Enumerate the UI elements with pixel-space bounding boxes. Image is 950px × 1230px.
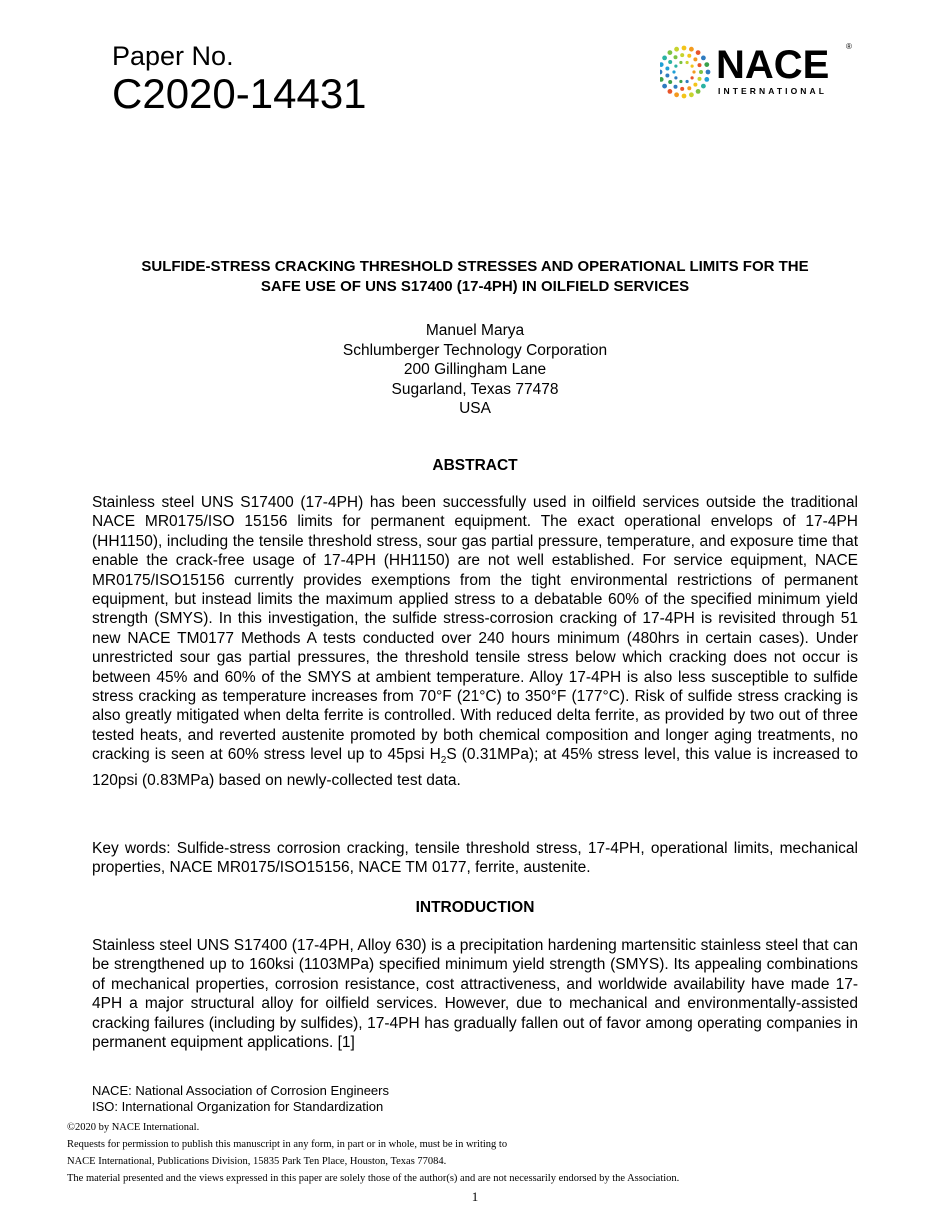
paper-id: C2020-14431 — [112, 70, 367, 117]
logo-dot — [662, 56, 667, 61]
logo-dot — [692, 70, 695, 73]
keywords: Key words: Sulfide-stress corrosion cracking, tensile threshold stress, 17-4PH, operational limits, mechanical properties, NACE MR0175/ISO15156, NACE TM 0177, ferrite, austenite. — [92, 840, 858, 877]
introduction-heading: INTRODUCTION — [415, 899, 535, 916]
copyright-line: NACE International, Publications Division, 15835 Park Ten Place, Houston, Texas 77084. — [67, 1156, 447, 1167]
logo-dot — [704, 62, 709, 67]
logo-dot — [674, 76, 677, 79]
logo-dot — [696, 50, 701, 55]
logo-dot — [693, 83, 697, 87]
footnote: ISO: International Organization for Standardization — [92, 1099, 384, 1114]
logo-wordmark: NACE — [716, 43, 830, 87]
logo-dot — [668, 80, 672, 84]
logo-dot — [672, 70, 675, 73]
abstract-text — [92, 493, 858, 790]
paper-title — [92, 257, 858, 296]
logo-dot — [699, 70, 703, 74]
nace-logo — [660, 42, 860, 102]
logo-dot — [689, 92, 694, 97]
copyright-line: Requests for permission to publish this manuscript in any form, in part or in whole, must be in writing to — [67, 1139, 508, 1150]
logo-dot — [680, 53, 684, 57]
logo-dot — [660, 70, 662, 75]
logo-dot — [674, 85, 678, 89]
nace-globe-icon — [660, 44, 712, 100]
abstract-subscript: 2 — [440, 755, 447, 767]
footnote: NACE: National Association of Corrosion Engineers — [92, 1083, 389, 1098]
logo-dot — [687, 54, 691, 58]
logo-dot — [665, 67, 669, 71]
copyright-block — [67, 1119, 887, 1187]
logo-dot — [674, 55, 678, 59]
logo-dot — [668, 60, 672, 64]
logo-dot — [668, 89, 673, 94]
logo-dot — [682, 94, 687, 99]
logo-dot — [693, 57, 697, 61]
logo-dot — [660, 62, 664, 67]
copyright-line: ©2020 by NACE International. — [67, 1122, 200, 1133]
logo-dot — [691, 76, 694, 79]
author-address-line: Sugarland, Texas 77478 — [391, 380, 559, 398]
title-line: SAFE USE OF UNS S17400 (17-4PH) IN OILFIELD SERVICES — [260, 277, 690, 295]
logo-registered-mark: ® — [846, 42, 852, 51]
logo-dot — [660, 77, 664, 82]
logo-dot — [696, 89, 701, 94]
abstract-text-part: S (0.31MPa); at 45% stress level, this value is increased to 120psi (0.83MPa) based on newly-collected test data. — [92, 746, 858, 789]
logo-dot — [686, 80, 689, 83]
logo-dot — [704, 77, 709, 82]
paper-number-label: Paper No. — [112, 41, 234, 71]
author-address-line: 200 Gillingham Lane — [403, 361, 547, 378]
logo-dot — [686, 61, 689, 64]
introduction-text: Stainless steel UNS S17400 (17-4PH, Alloy 630) is a precipitation hardening martensitic stainless steel that can be strengthened up to 160ksi (1103MPa) specified minimum yield strength (SMYS). Its appealing combinations of mechanical properties, corrosion resistance, cost attractiveness, and worldwide availability have made 17-4PH a major structural alloy for oilfield services. However, due to mechanical and environmentally-assisted cracking failures (including by sulfides), 17-4PH has gradually fallen out of favor among operating companies in permanent equipment applications. [1] — [92, 937, 858, 1052]
logo-dot — [698, 63, 702, 67]
logo-dot — [701, 84, 706, 89]
logo-dot — [689, 47, 694, 52]
logo-dot — [679, 61, 682, 64]
logo-dot — [668, 50, 673, 55]
logo-dot — [679, 80, 682, 83]
title-line: SULFIDE-STRESS CRACKING THRESHOLD STRESSES AND OPERATIONAL LIMITS FOR THE — [141, 258, 809, 275]
author-country: USA — [459, 400, 491, 417]
logo-dot — [680, 87, 684, 91]
logo-dot — [698, 77, 702, 81]
logo-dot — [662, 84, 667, 89]
author-organization: Schlumberger Technology Corporation — [342, 341, 608, 359]
logo-dot — [665, 74, 669, 78]
author-block — [92, 321, 858, 419]
copyright-line: The material presented and the views expressed in this paper are solely those of the author(s) and are not necessarily endorsed by the Association. — [67, 1173, 680, 1184]
logo-dot — [682, 46, 687, 51]
abstract-text-part: Stainless steel UNS S17400 (17-4PH) has been successfully used in oilfield services outside the traditional NACE MR0175/ISO 15156 limits for permanent equipment. The exact operational envelops of 17-4PH (HH1150), including the tensile threshold stress, sour gas partial pressure, temperature, and exposure time that enable the crack-free usage of 17-4PH (HH1150) are not well established. For service equipment, NACE MR0175/ISO15156 currently provides exemptions from the tight environmental restrictions of permanent equipment, but instead limits the maximum applied stress to a debatable 60% of the specified minimum yield strength (SMYS). In this investigation, the sulfide stress-corrosion cracking of 17-4PH is revisited through 51 new NACE TM0177 Methods A tests conducted over 240 hours minimum (480hrs in certain cases). Under unrestricted sour gas partial pressures, the threshold tensile stress below which cracking does not occur is between 45% and 60% of the SMYS at ambient temperature. Alloy 17-4PH is also less susceptible to sulfide stress cracking as temperature increases from 70°F (21°C) to 350°F (177°C). Risk of sulfide stress cracking is also greatly mitigated when delta ferrite is controlled. With reduced delta ferrite, as provided by two out of three tested heats, and reverted austenite promoted by both chemical composition and longer aging treatments, no cracking is seen at 60% stress level up to 45psi H — [92, 494, 858, 764]
logo-dot — [706, 70, 711, 75]
logo-dot — [687, 86, 691, 90]
logo-dot — [674, 65, 677, 68]
abstract-heading: ABSTRACT — [432, 457, 518, 474]
logo-dot — [701, 56, 706, 61]
logo-subtitle: INTERNATIONAL — [718, 86, 828, 96]
logo-dot — [691, 65, 694, 68]
logo-dot — [674, 47, 679, 52]
author-name: Manuel Marya — [425, 322, 525, 339]
logo-dot — [674, 92, 679, 97]
page-number: 1 — [471, 1189, 479, 1204]
